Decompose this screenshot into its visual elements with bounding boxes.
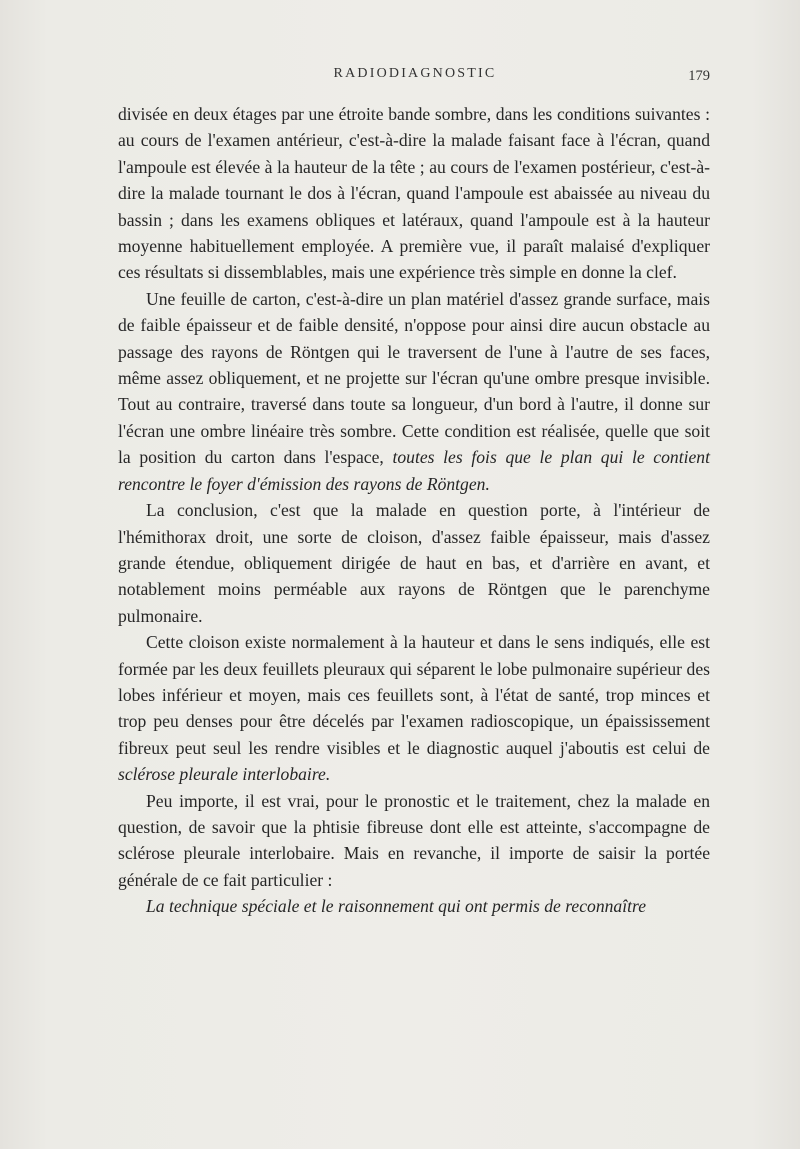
paragraph-6-emphasis: La technique spéciale et le raisonnement qui ont permis de reconnaître: [146, 896, 647, 917]
page-header: [120, 66, 710, 92]
paragraph-1: divisée en deux étages par une étroite bande sombre, dans les conditions suivantes : au cours de l'examen antérieur, c'est-à-dire la malade faisant face à l'écran, quand l'ampoule est élevée à la hauteur de la tête ; au cours de l'examen postérieur, c'est-à-dire la malade tournant le dos à l'écran, quand l'ampoule est abaissée au niveau du bassin ; dans les examens obliques et latéraux, quand l'ampoule est à la hauteur moyenne habituellement employée. A première vue, il paraît malaisé d'expliquer ces résultats si dissemblables, mais une expérience très simple en donne la clef.: [118, 104, 710, 283]
paragraph-6: [118, 893, 710, 919]
paragraph-2-text: Une feuille de carton, c'est-à-dire un plan matériel d'assez grande surface, mais de faible épaisseur et de faible densité, n'oppose pour ainsi dire aucun obstacle au passage des rayons de Röntgen qui le traversent de l'une à l'autre de ses faces, même assez obliquement, et ne projette sur l'écran qu'une ombre presque invisible. Tout au contraire, traversé dans toute sa longueur, d'un bord à l'autre, il donne sur l'écran une ombre linéaire très sombre. Cette condition est réalisée, quelle que soit la position du carton dans l'espace,: [118, 288, 710, 468]
running-head: RADIODIAGNOSTIC: [333, 66, 497, 81]
paragraph-4: [118, 629, 710, 787]
body-text: [118, 101, 710, 920]
page-number: 179: [688, 68, 710, 84]
paragraph-3: La conclusion, c'est que la malade en question porte, à l'intérieur de l'hémithorax droit, une sorte de cloison, d'assez faible épaisseur, mais d'assez grande étendue, obliquement dirigée de haut en bas, et d'arrière en avant, et notablement moins perméable aux rayons de Röntgen que le parenchyme pulmonaire.: [118, 500, 710, 626]
paragraph-2: [118, 286, 710, 497]
paragraph-2-emphasis: toutes les fois que le plan qui le contient rencontre le foyer d'émission des rayons de Röntgen.: [118, 447, 710, 494]
paragraph-4-emphasis: sclérose pleurale interlobaire.: [118, 764, 331, 785]
paragraph-5: Peu importe, il est vrai, pour le pronostic et le traitement, chez la malade en question, de savoir que la phtisie fibreuse dont elle est atteinte, s'accompagne de sclérose pleurale interlobaire. Mais en revanche, il importe de saisir la portée générale de ce fait particulier :: [118, 790, 710, 890]
paragraph-4-text: Cette cloison existe normalement à la hauteur et dans le sens indiqués, elle est formée par les deux feuillets pleuraux qui séparent le lobe pulmonaire supérieur des lobes inférieur et moyen, mais ces feuillets sont, à l'état de santé, trop minces et trop peu denses pour être décelés par l'examen radioscopique, un épaississement fibreux peut seul les rendre visibles et le diagnostic auquel j'aboutis est celui de: [118, 632, 710, 758]
